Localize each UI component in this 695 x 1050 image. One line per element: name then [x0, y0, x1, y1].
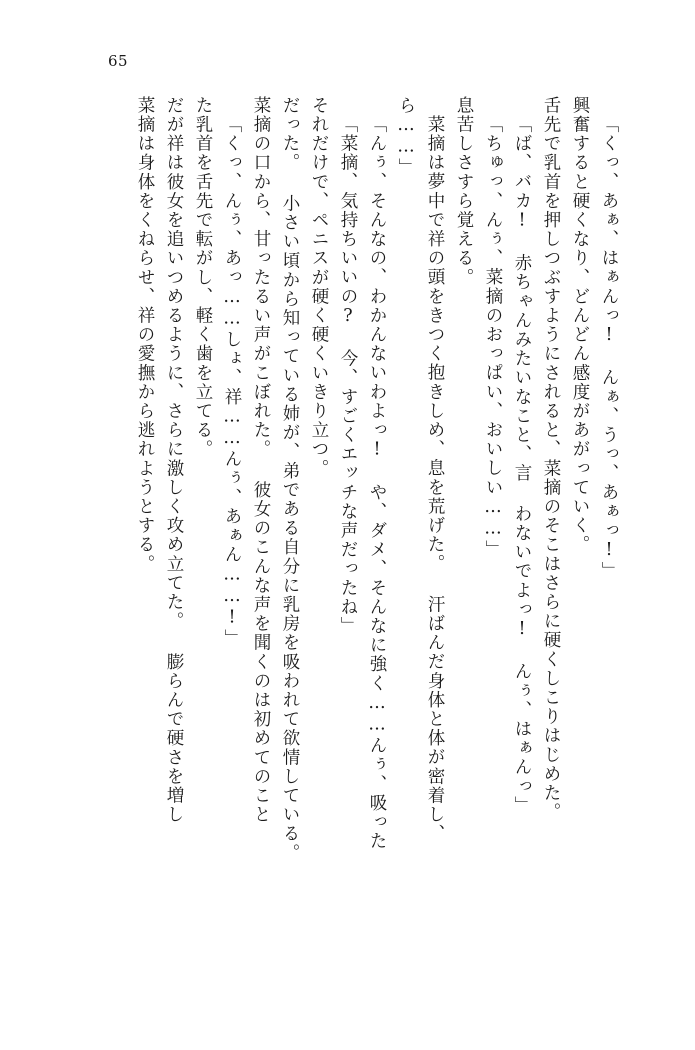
text-column: 菜摘の口から、甘ったるい声がこぼれた。 彼女のこんな声を聞くのは初めてのこと	[251, 96, 271, 825]
text-column: だが祥は彼女を追いつめるように、さらに激しく攻め立てた。 膨らんで硬さを増し	[164, 96, 184, 825]
text-column: 「くっ、んぅ、あっ……しょ、祥……んぅ、あぁん……!」	[222, 115, 242, 649]
text-column: 菜摘は身体をくねらせ、祥の愛撫から逃れようとする。	[135, 96, 155, 574]
text-column: 舌先で乳首を押しつぶすようにされると、菜摘のそこはさらに硬くしこりはじめた。	[541, 96, 561, 822]
text-column: 菜摘は夢中で祥の頭をきつく抱きしめ、息を荒げた。 汗ばんだ身体と体が密着し、	[425, 115, 445, 844]
vertical-text-block	[124, 96, 617, 976]
text-column: 「くっ、あぁ、はぁんっ! んぁ、うっ、あぁっ!」	[599, 115, 619, 581]
text-column: 息苦しさすら覚える。	[454, 96, 474, 287]
text-column: 「菜摘、気持ちいいの? 今、すごくエッチな声だったね」	[338, 115, 358, 636]
text-column: それだけで、ペニスが硬く硬くいきり立つ。	[309, 96, 329, 478]
page-number: 65	[108, 52, 129, 70]
text-column: ら……」	[396, 96, 416, 178]
text-column: だった。 小さい頃から知っている姉が、弟である自分に乳房を吸われて欲情している。	[280, 96, 300, 863]
text-column: 「ば、バカ! 赤ちゃんみたいなこと、言 わないでよっ! んぅ、はぁんっ」	[512, 115, 532, 816]
text-column: 興奮すると硬くなり、どんどん感度があがっていく。	[570, 96, 590, 555]
text-column: た乳首を舌先で転がし、軽く歯を立てる。	[193, 96, 213, 459]
text-column: 「んぅ、そんなの、わかんないわよっ! や、ダメ、そんなに強く……んぅ、吸った	[367, 115, 387, 851]
text-column: 「ちゅっ、んぅ、菜摘のおっぱい、おいしい……」	[483, 115, 503, 560]
